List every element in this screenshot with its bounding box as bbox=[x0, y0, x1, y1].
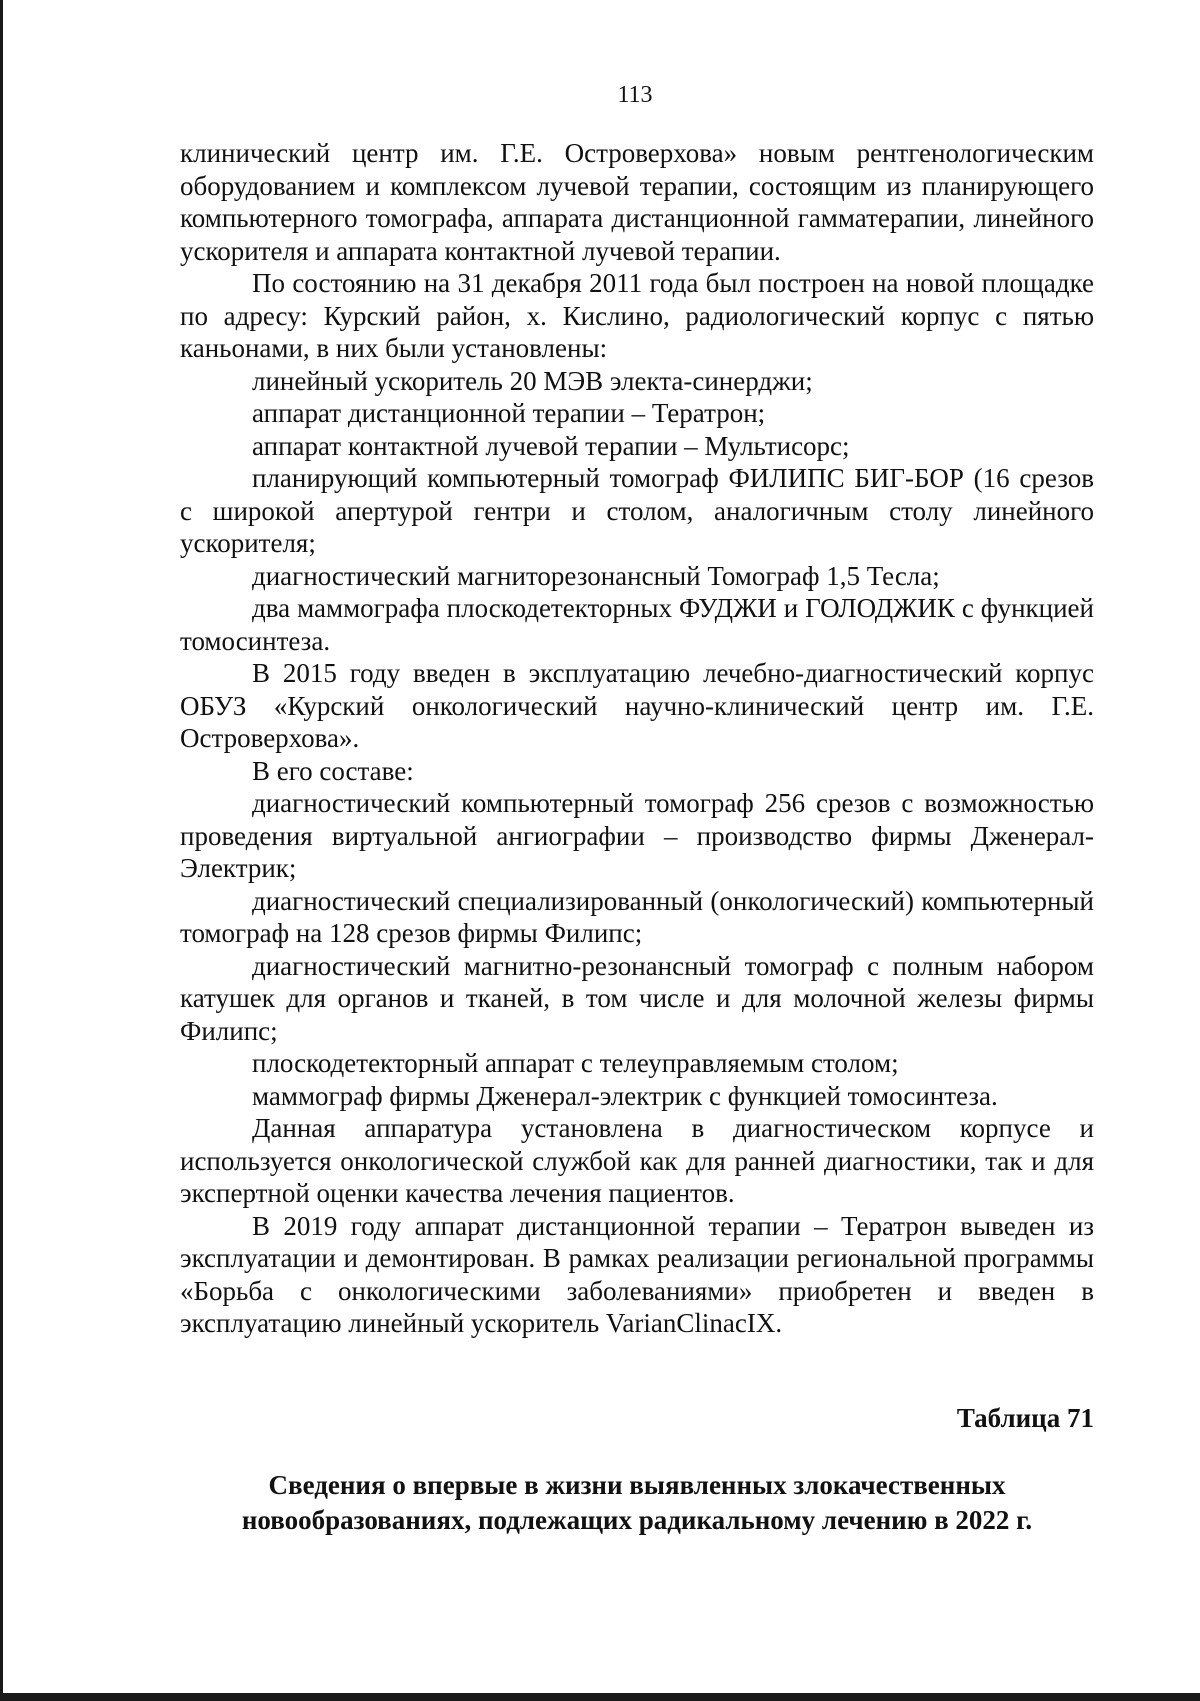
list-item-7: диагностический компьютерный томограф 256 срезов с возможностью проведения виртуальной ангиографии – производство фирмы Дженерал-Электрик; bbox=[180, 788, 1094, 883]
list-item-4: планирующий компьютерный томограф ФИЛИПС БИГ-БОР (16 срезов с широкой апертурой гентри и столом, аналогичным столу линейного ускорителя; bbox=[180, 463, 1094, 558]
list-item-9: диагностический магнитно-резонансный томограф с полным набором катушек для органов и тканей, в том числе и для молочной железы фирмы Филипс; bbox=[180, 950, 1094, 1046]
list-item-5: диагностический магниторезонансный Томограф 1,5 Тесла; bbox=[252, 560, 940, 591]
list-item-10: плоскодетекторный аппарат с телеуправляемым столом; bbox=[252, 1048, 899, 1078]
body-text bbox=[180, 137, 1094, 1340]
table-title-line-1: Сведения о впервые в жизни выявленных злокачественных bbox=[268, 1470, 1006, 1500]
scan-edge-bottom bbox=[0, 1693, 1200, 1701]
list-item-6: два маммографа плоскодетекторных ФУДЖИ и ГОЛОДЖИК с функцией томосинтеза. bbox=[180, 593, 1094, 656]
list-item-8: диагностический специализированный (онкологический) компьютерный томограф на 128 срезов фирмы Филипс; bbox=[180, 885, 1094, 948]
paragraph-6: В 2019 году аппарат дистанционной терапии – Тератрон выведен из эксплуатации и демонтирован. В рамках реализации региональной программы «Борьба с онкологическими заболеваниями» приобретен и введен в эксплуатацию линейный ускоритель VarianClinacIX. bbox=[180, 1210, 1094, 1338]
paragraph-1: клинический центр им. Г.Е. Островерхова» новым рентгенологическим оборудованием и комплексом лучевой терапии, состоящим из планирующего компьютерного томографа, аппарата дистанционной гамматерапии, линейного ускорителя и аппарата контактной лучевой терапии. bbox=[180, 138, 1094, 266]
list-item-3: аппарат контактной лучевой терапии – Мультисорс; bbox=[252, 430, 850, 461]
table-title bbox=[180, 1468, 1094, 1538]
list-item-1: линейный ускоритель 20 МЭВ электа-синерджи; bbox=[252, 365, 813, 396]
paragraph-2: По состоянию на 31 декабря 2011 года был построен на новой площадке по адресу: Курский район, х. Кислино, радиологический корпус с пятью каньонами, в них были установлены: bbox=[180, 268, 1094, 363]
page-number: 113 bbox=[617, 82, 653, 108]
table-title-line-2: новообразованиях, подлежащих радикальному лечению в 2022 г. bbox=[241, 1505, 1033, 1535]
paragraph-5: Данная аппаратура установлена в диагностическом корпусе и используется онкологической службой как для ранней диагностики, так и для экспертной оценки качества лечения пациентов. bbox=[180, 1113, 1094, 1208]
list-item-11: маммограф фирмы Дженерал-электрик с функцией томосинтеза. bbox=[252, 1080, 998, 1111]
list-item-2: аппарат дистанционной терапии – Тератрон; bbox=[252, 398, 766, 428]
scan-edge-left bbox=[0, 0, 3, 1701]
paragraph-3: В 2015 году введен в эксплуатацию лечебно-диагностический корпус ОБУЗ «Курский онкологический научно-клинический центр им. Г.Е. Островерхова». bbox=[180, 658, 1094, 753]
paragraph-4: В его составе: bbox=[252, 755, 414, 786]
table-label: Таблица 71 bbox=[956, 1403, 1094, 1433]
